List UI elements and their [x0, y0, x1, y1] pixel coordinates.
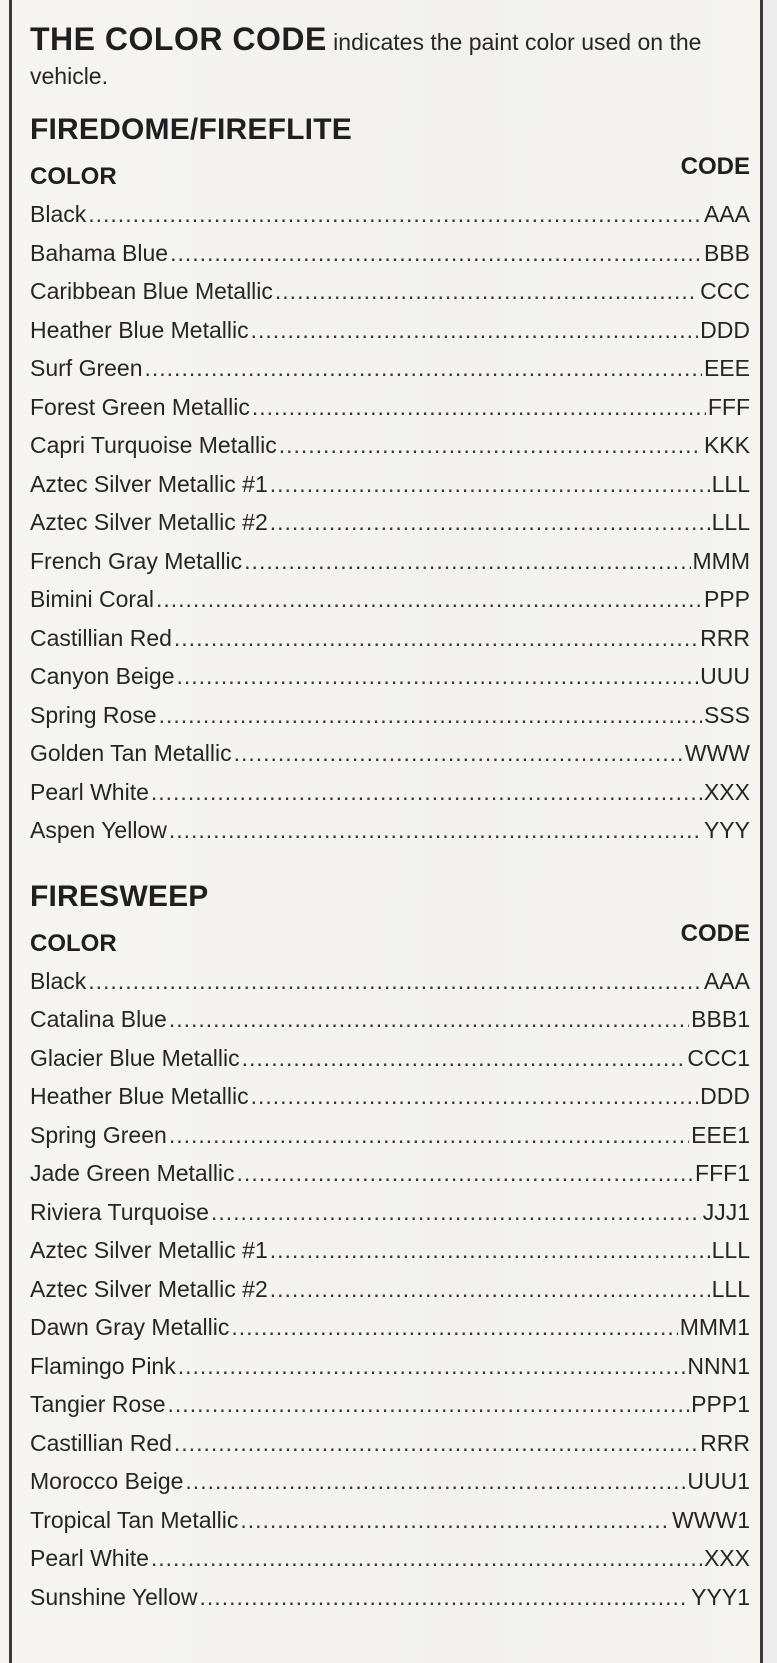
- color-row: [30, 1347, 750, 1386]
- dot-leader: [156, 580, 702, 619]
- dot-leader: [270, 1270, 710, 1309]
- color-row: [30, 1424, 750, 1463]
- color-row: [30, 1539, 750, 1578]
- color-code: JJJ1: [702, 1198, 750, 1225]
- color-code: NNN1: [687, 1352, 750, 1379]
- color-row: [30, 426, 750, 465]
- adjacent-page-strip: [763, 0, 777, 1663]
- column-headers: [30, 153, 750, 191]
- color-code: LLL: [711, 1275, 750, 1302]
- section-firedome-fireflite: [30, 113, 750, 850]
- color-code: MMM1: [679, 1314, 750, 1340]
- color-code: EEE1: [691, 1121, 750, 1148]
- color-code: XXX: [703, 1545, 750, 1571]
- color-code: YYY1: [691, 1583, 750, 1610]
- color-code: LLL: [711, 509, 750, 535]
- dot-leader: [244, 542, 690, 581]
- color-row: [30, 1231, 750, 1270]
- color-row: [30, 1578, 750, 1617]
- dot-leader: [178, 1347, 686, 1386]
- color-row: [30, 542, 750, 581]
- color-row: [30, 1077, 750, 1116]
- color-code: LLL: [711, 470, 750, 497]
- color-row: [30, 1385, 750, 1424]
- color-row: [30, 1039, 750, 1078]
- color-name: Golden Tan Metallic: [30, 740, 232, 766]
- color-name: Pearl White: [30, 778, 149, 805]
- dot-leader: [88, 962, 702, 1001]
- color-code: WWW: [684, 740, 750, 766]
- color-row: [30, 580, 750, 619]
- intro-text: indicates the paint color used on the vehicle.: [30, 29, 702, 89]
- dot-leader: [177, 657, 699, 696]
- dot-leader: [145, 349, 702, 388]
- color-name: Tangier Rose: [30, 1391, 166, 1417]
- color-row: [30, 696, 750, 735]
- color-code: YYY: [703, 817, 750, 843]
- color-code: BBB: [703, 239, 750, 266]
- color-name: Dawn Gray Metallic: [30, 1314, 230, 1340]
- color-code: SSS: [703, 701, 750, 728]
- color-code: RRR: [700, 624, 750, 651]
- color-code: BBB1: [691, 1006, 750, 1032]
- color-code: UUU: [700, 663, 750, 689]
- dot-leader: [169, 811, 702, 850]
- color-name: Black: [30, 201, 87, 227]
- column-headers: [30, 920, 750, 958]
- content-column: [30, 22, 750, 1646]
- color-row: [30, 195, 750, 234]
- color-row: [30, 1193, 750, 1232]
- color-list: [30, 962, 750, 1617]
- color-row: [30, 657, 750, 696]
- color-name: Heather Blue Metallic: [30, 1083, 249, 1109]
- color-code: CCC: [700, 278, 750, 304]
- color-code: FFF: [707, 393, 750, 420]
- color-name: Heather Blue Metallic: [30, 316, 249, 343]
- color-name: Catalina Blue: [30, 1006, 167, 1032]
- color-code: XXX: [703, 778, 750, 805]
- color-row: [30, 1000, 750, 1039]
- color-row: [30, 619, 750, 658]
- color-list: [30, 195, 750, 850]
- dot-leader: [252, 388, 706, 427]
- color-name: Aztec Silver Metallic #1: [30, 470, 268, 497]
- section-title: FIRESWEEP: [30, 879, 209, 913]
- color-name: Forest Green Metallic: [30, 393, 250, 420]
- color-code: DDD: [700, 316, 750, 343]
- color-name: Castillian Red: [30, 1429, 172, 1456]
- color-name: Aztec Silver Metallic #2: [30, 509, 268, 535]
- section-title: FIREDOME/FIREFLITE: [30, 113, 352, 146]
- color-name: Aztec Silver Metallic #2: [30, 1275, 268, 1302]
- color-code: KKK: [703, 432, 750, 458]
- color-row: [30, 349, 750, 388]
- dot-leader: [151, 773, 702, 812]
- color-code: PPP1: [691, 1391, 750, 1417]
- dot-leader: [270, 1231, 710, 1270]
- color-code: AAA: [703, 967, 750, 994]
- section-firesweep: [30, 880, 750, 1617]
- dot-leader: [279, 426, 702, 465]
- dot-leader: [200, 1578, 690, 1617]
- dot-leader: [242, 1039, 686, 1078]
- color-row: [30, 773, 750, 812]
- dot-leader: [151, 1539, 702, 1578]
- color-column-header: COLOR: [30, 163, 117, 190]
- color-name: Riviera Turquoise: [30, 1198, 209, 1225]
- dot-leader: [251, 311, 699, 350]
- color-name: Pearl White: [30, 1545, 149, 1571]
- intro-heading: THE COLOR CODE: [30, 21, 327, 57]
- color-name: Flamingo Pink: [30, 1352, 176, 1379]
- intro-paragraph: [30, 22, 750, 93]
- dot-leader: [174, 1424, 698, 1463]
- color-name: Caribbean Blue Metallic: [30, 278, 273, 304]
- color-name: Tropical Tan Metallic: [30, 1506, 239, 1533]
- color-row: [30, 962, 750, 1001]
- dot-leader: [159, 696, 702, 735]
- dot-leader: [231, 1308, 677, 1347]
- color-name: Bimini Coral: [30, 586, 154, 612]
- dot-leader: [169, 1000, 689, 1039]
- dot-leader: [270, 503, 710, 542]
- color-code: FFF1: [695, 1160, 750, 1186]
- color-name: Surf Green: [30, 355, 143, 381]
- color-code: WWW1: [672, 1506, 750, 1533]
- color-code: LLL: [711, 1237, 750, 1263]
- color-row: [30, 388, 750, 427]
- color-row: [30, 503, 750, 542]
- left-border-rule: [9, 0, 12, 1663]
- color-row: [30, 734, 750, 773]
- color-name: Sunshine Yellow: [30, 1583, 198, 1610]
- color-name: Canyon Beige: [30, 663, 175, 689]
- color-name: Castillian Red: [30, 624, 172, 651]
- color-row: [30, 1308, 750, 1347]
- dot-leader: [234, 734, 683, 773]
- color-name: Jade Green Metallic: [30, 1160, 235, 1186]
- dot-leader: [275, 272, 698, 311]
- color-name: Bahama Blue: [30, 239, 169, 266]
- color-row: [30, 1501, 750, 1540]
- color-name: Morocco Beige: [30, 1468, 184, 1494]
- color-row: [30, 465, 750, 504]
- color-name: Capri Turquoise Metallic: [30, 432, 277, 458]
- color-row: [30, 311, 750, 350]
- color-row: [30, 234, 750, 273]
- color-code: PPP: [703, 586, 750, 612]
- color-code: EEE: [703, 355, 750, 381]
- color-row: [30, 1154, 750, 1193]
- color-code: AAA: [703, 201, 750, 227]
- color-row: [30, 1116, 750, 1155]
- dot-leader: [240, 1501, 670, 1540]
- color-name: Aztec Silver Metallic #1: [30, 1237, 268, 1263]
- color-code: CCC1: [687, 1044, 750, 1071]
- color-name: Spring Green: [30, 1121, 167, 1148]
- code-column-header: CODE: [680, 153, 750, 180]
- color-name: Glacier Blue Metallic: [30, 1044, 240, 1071]
- color-column-header: COLOR: [30, 929, 117, 957]
- color-row: [30, 811, 750, 850]
- dot-leader: [237, 1154, 694, 1193]
- dot-leader: [270, 465, 710, 504]
- color-row: [30, 1270, 750, 1309]
- dot-leader: [169, 1116, 689, 1155]
- dot-leader: [251, 1077, 699, 1116]
- dot-leader: [168, 1385, 690, 1424]
- dot-leader: [185, 1462, 685, 1501]
- color-name: French Gray Metallic: [30, 547, 243, 574]
- color-name: Spring Rose: [30, 701, 157, 728]
- color-row: [30, 1462, 750, 1501]
- color-code: UUU1: [687, 1468, 750, 1494]
- color-name: Black: [30, 967, 87, 994]
- color-code: RRR: [700, 1429, 750, 1456]
- color-name: Aspen Yellow: [30, 817, 167, 843]
- dot-leader: [211, 1193, 701, 1232]
- color-code: MMM: [692, 547, 750, 574]
- dot-leader: [88, 195, 702, 234]
- dot-leader: [174, 619, 698, 658]
- dot-leader: [170, 234, 702, 273]
- color-code: DDD: [700, 1083, 750, 1109]
- color-row: [30, 272, 750, 311]
- code-column-header: CODE: [680, 919, 750, 947]
